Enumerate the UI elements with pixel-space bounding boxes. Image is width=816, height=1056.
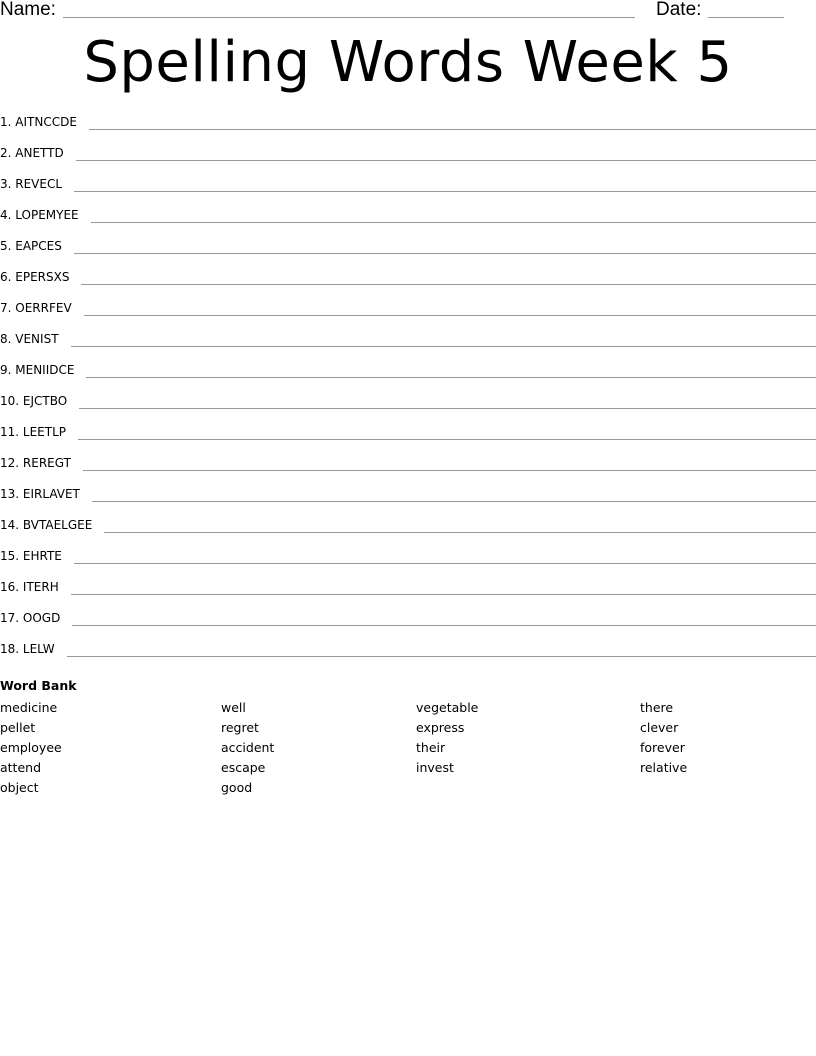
word-bank-title: Word Bank bbox=[0, 678, 77, 693]
scrambled-word-label: 14. BVTAELGEE bbox=[0, 518, 93, 532]
answer-line[interactable] bbox=[92, 501, 816, 502]
question-row bbox=[0, 486, 816, 508]
question-row bbox=[0, 455, 816, 477]
word-bank-word: accident bbox=[221, 740, 275, 755]
scrambled-word-label: 8. VENIST bbox=[0, 332, 59, 346]
word-bank-word: escape bbox=[221, 760, 266, 775]
question-row bbox=[0, 610, 816, 632]
question-row bbox=[0, 145, 816, 167]
word-bank-column bbox=[221, 698, 274, 798]
word-bank-column bbox=[640, 698, 687, 778]
question-row bbox=[0, 300, 816, 322]
answer-line[interactable] bbox=[71, 346, 816, 347]
word-bank-word: there bbox=[640, 700, 674, 715]
word-bank-column bbox=[0, 698, 62, 798]
scrambled-word-label: 15. EHRTE bbox=[0, 549, 62, 563]
question-row bbox=[0, 362, 816, 384]
scrambled-word-label: 7. OERRFEV bbox=[0, 301, 72, 315]
word-bank-word: vegetable bbox=[416, 700, 479, 715]
word-bank-word: their bbox=[416, 740, 446, 755]
question-row bbox=[0, 207, 816, 229]
date-label: Date: bbox=[656, 0, 702, 20]
word-bank-word: invest bbox=[416, 760, 454, 775]
scrambled-word-label: 9. MENIIDCE bbox=[0, 363, 75, 377]
question-row bbox=[0, 424, 816, 446]
answer-line[interactable] bbox=[76, 160, 816, 161]
scrambled-word-label: 5. EAPCES bbox=[0, 239, 62, 253]
answer-line[interactable] bbox=[74, 563, 816, 564]
question-row bbox=[0, 641, 816, 663]
scrambled-word-label: 12. REREGT bbox=[0, 456, 71, 470]
scrambled-word-label: 6. EPERSXS bbox=[0, 270, 70, 284]
scrambled-word-label: 18. LELW bbox=[0, 642, 55, 656]
answer-line[interactable] bbox=[81, 284, 816, 285]
scrambled-word-label: 1. AITNCCDE bbox=[0, 115, 77, 129]
answer-line[interactable] bbox=[74, 191, 816, 192]
word-bank-column bbox=[416, 698, 478, 778]
question-row bbox=[0, 331, 816, 353]
scrambled-word-label: 4. LOPEMYEE bbox=[0, 208, 79, 222]
scrambled-word-label: 17. OOGD bbox=[0, 611, 61, 625]
scrambled-word-label: 2. ANETTD bbox=[0, 146, 64, 160]
scrambled-word-label: 13. EIRLAVET bbox=[0, 487, 80, 501]
answer-line[interactable] bbox=[79, 408, 816, 409]
word-bank-word: object bbox=[0, 780, 39, 795]
word-bank-word: regret bbox=[221, 720, 259, 735]
question-row bbox=[0, 238, 816, 260]
word-bank-word: pellet bbox=[0, 720, 36, 735]
scrambled-word-label: 11. LEETLP bbox=[0, 425, 66, 439]
question-row bbox=[0, 393, 816, 415]
question-row bbox=[0, 517, 816, 539]
word-bank-word: well bbox=[221, 700, 246, 715]
answer-line[interactable] bbox=[104, 532, 816, 533]
word-bank-word: medicine bbox=[0, 700, 58, 715]
answer-line[interactable] bbox=[91, 222, 816, 223]
question-row bbox=[0, 176, 816, 198]
answer-line[interactable] bbox=[89, 129, 816, 130]
question-row bbox=[0, 579, 816, 601]
word-bank-word: express bbox=[416, 720, 465, 735]
word-bank-word: forever bbox=[640, 740, 685, 755]
answer-line[interactable] bbox=[74, 253, 816, 254]
date-input-line[interactable] bbox=[708, 17, 784, 18]
page-title: Spelling Words Week 5 bbox=[83, 30, 733, 95]
scrambled-word-label: 16. ITERH bbox=[0, 580, 59, 594]
answer-line[interactable] bbox=[84, 315, 816, 316]
name-input-line[interactable] bbox=[63, 17, 635, 18]
answer-line[interactable] bbox=[72, 625, 816, 626]
scrambled-word-label: 10. EJCTBO bbox=[0, 394, 68, 408]
answer-line[interactable] bbox=[71, 594, 816, 595]
question-row bbox=[0, 114, 816, 136]
answer-line[interactable] bbox=[86, 377, 816, 378]
word-bank-word: clever bbox=[640, 720, 679, 735]
question-row bbox=[0, 548, 816, 570]
question-row bbox=[0, 269, 816, 291]
word-bank-word: attend bbox=[0, 760, 42, 775]
answer-line[interactable] bbox=[83, 470, 816, 471]
scrambled-word-label: 3. REVECL bbox=[0, 177, 63, 191]
answer-line[interactable] bbox=[78, 439, 816, 440]
word-bank-word: employee bbox=[0, 740, 62, 755]
name-label: Name: bbox=[0, 0, 56, 20]
word-bank-word: good bbox=[221, 780, 253, 795]
answer-line[interactable] bbox=[67, 656, 816, 657]
word-bank-word: relative bbox=[640, 760, 688, 775]
